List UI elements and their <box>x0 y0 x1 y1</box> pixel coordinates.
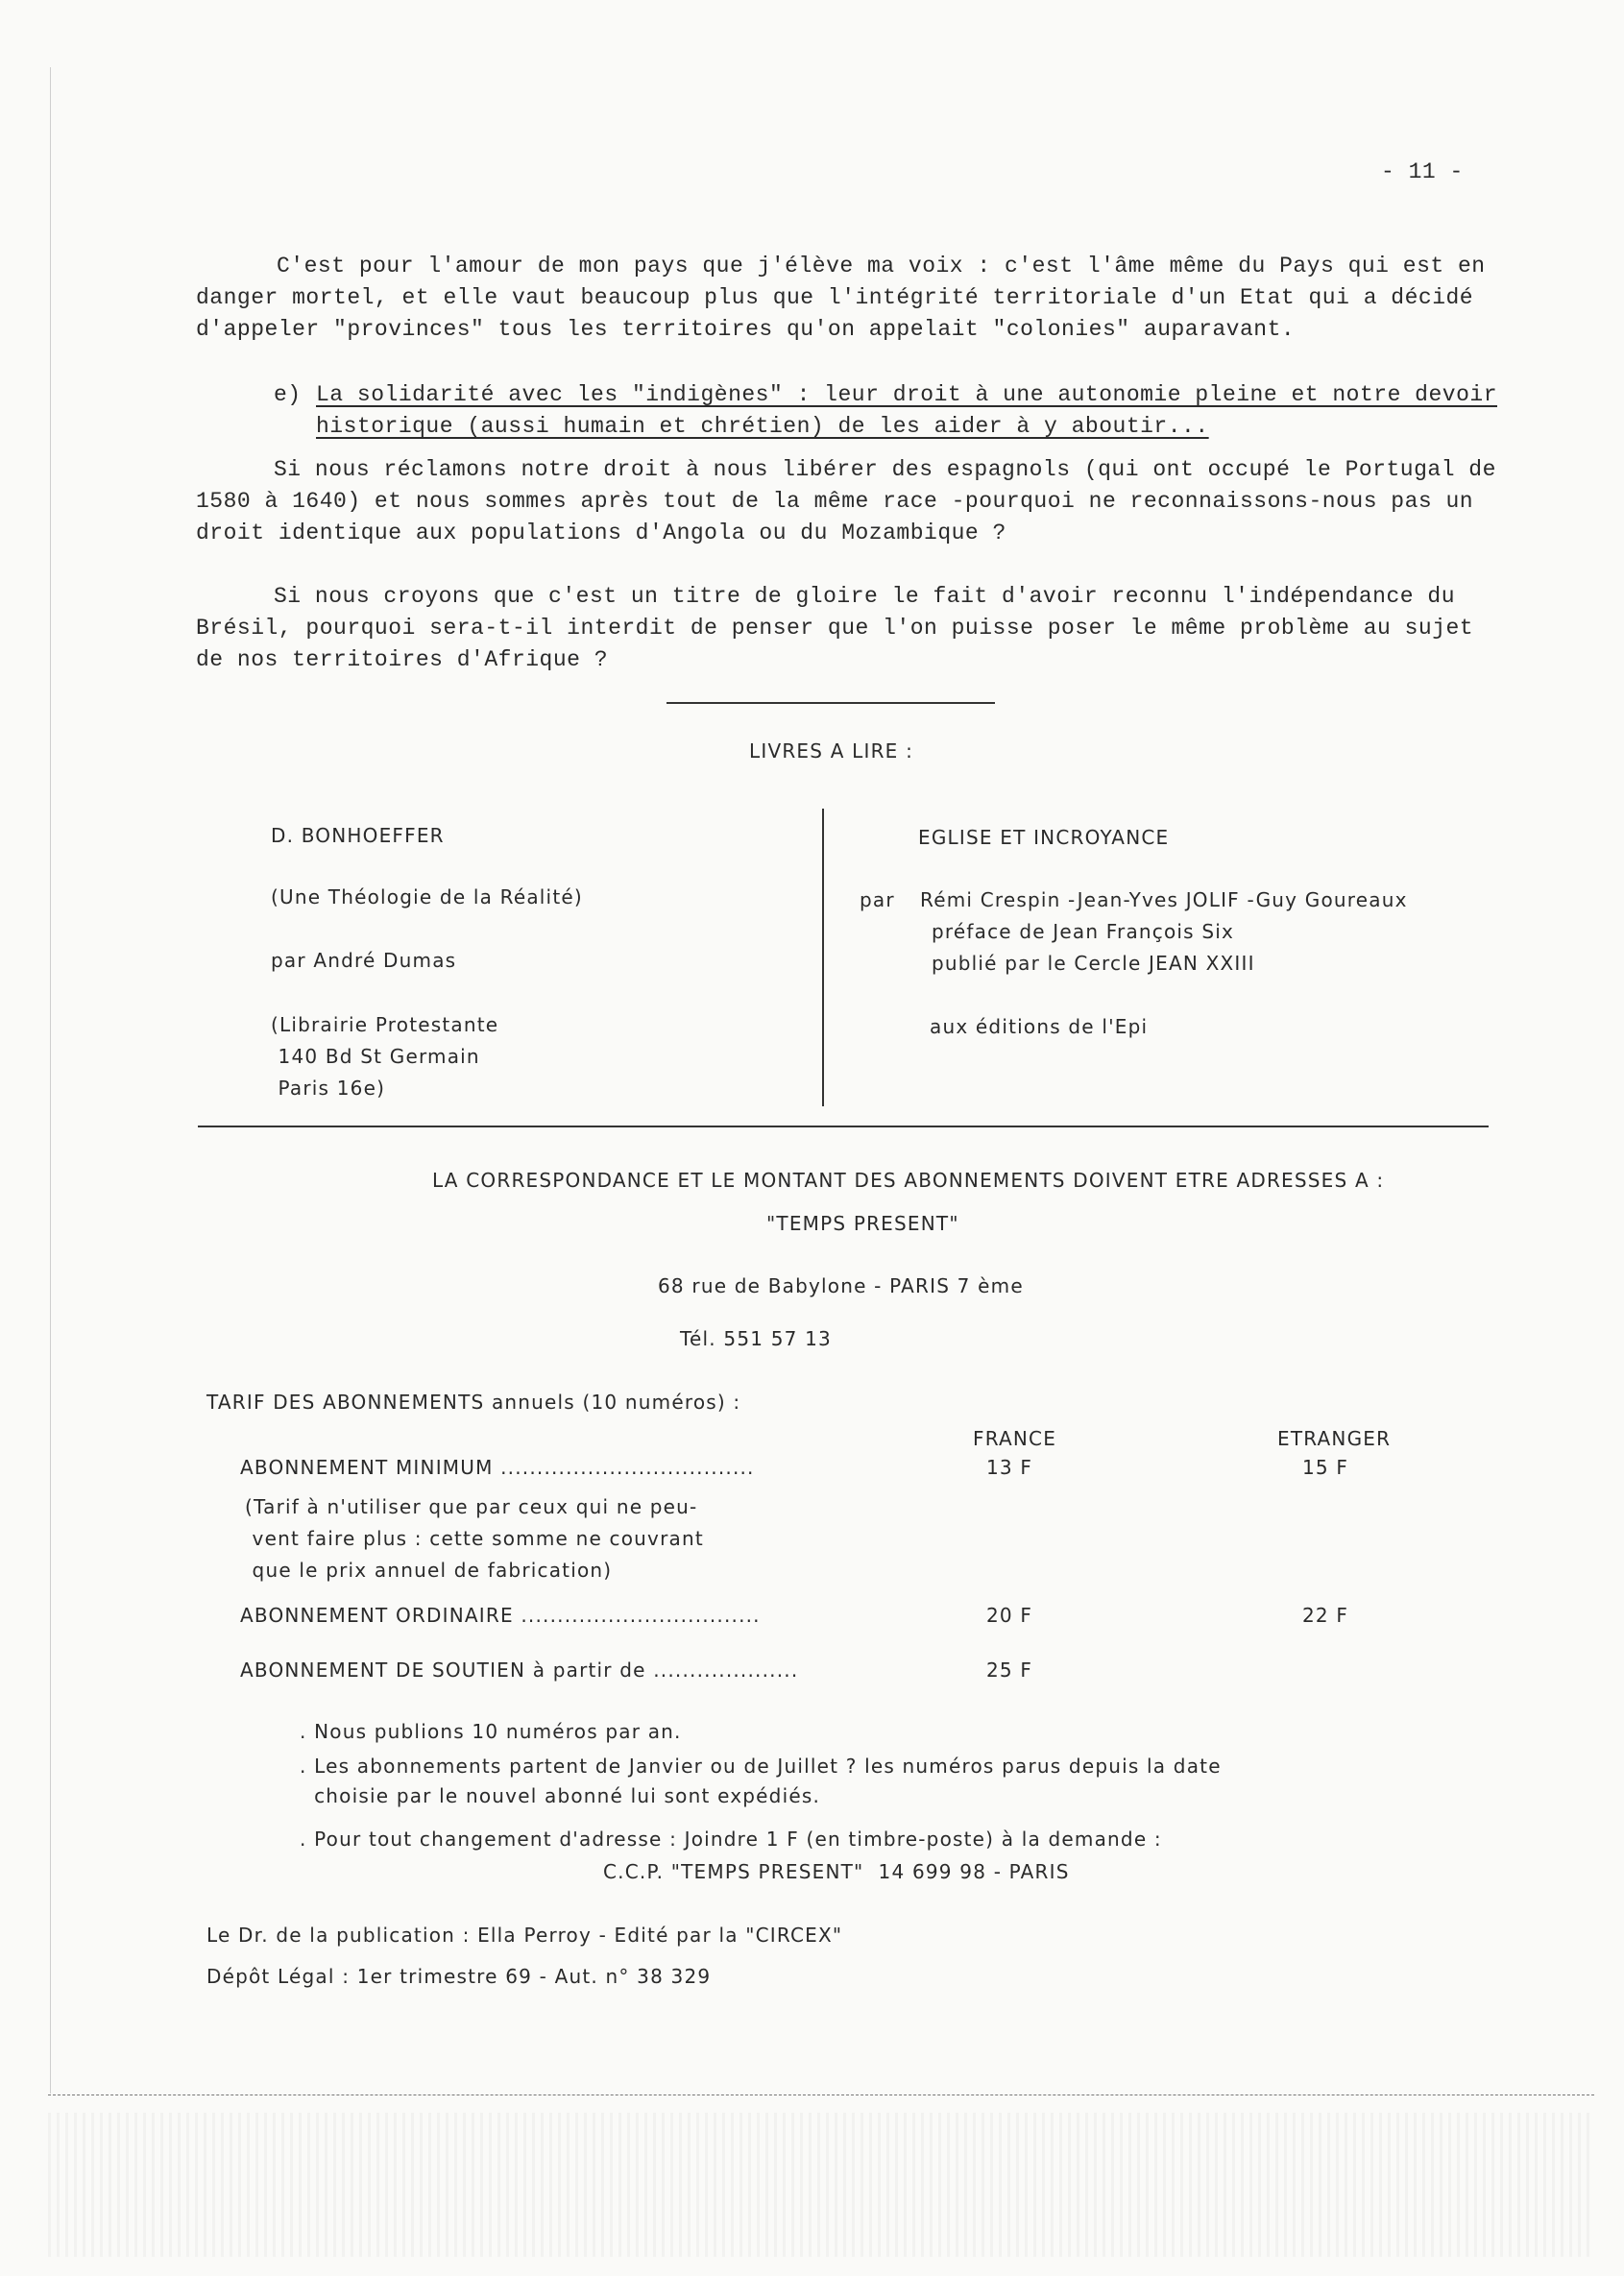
books-column-divider <box>822 809 824 1106</box>
tarif-heading: TARIF DES ABONNEMENTS annuels (10 numéros) : <box>206 1391 741 1414</box>
book-left-by: par André Dumas <box>271 949 457 972</box>
page-margin-line <box>50 67 51 2094</box>
column-etranger: ETRANGER <box>1277 1427 1392 1450</box>
paragraph-1-line-3: d'appeler "provinces" tous les territoires qu'on appelait "colonies" auparavant. <box>196 317 1296 342</box>
tarif-note-line-1: (Tarif à n'utiliser que par ceux qui ne peu- <box>245 1495 698 1518</box>
paragraph-1-line-1: C'est pour l'amour de mon pays que j'élève ma voix : c'est l'âme même du Pays qui est en <box>277 254 1486 278</box>
paragraph-2-line-1: Si nous réclamons notre droit à nous libérer des espagnols (qui ont occupé le Portugal de <box>274 457 1496 482</box>
tarif-row-soutien-france: 25 F <box>986 1659 1033 1682</box>
column-france: FRANCE <box>973 1427 1057 1450</box>
tarif-row-minimum-label: ABONNEMENT MINIMUM ................................... <box>240 1456 755 1479</box>
tarif-row-minimum-france: 13 F <box>986 1456 1033 1479</box>
book-right-preface: préface de Jean François Six <box>932 920 1235 943</box>
scan-noise <box>48 2113 1594 2257</box>
bullet-2-line-2: choisie par le nouvel abonné lui sont expédiés. <box>300 1784 821 1807</box>
page-number: - 11 - <box>1381 159 1464 184</box>
tarif-row-ordinaire-label: ABONNEMENT ORDINAIRE ................................. <box>240 1604 761 1627</box>
book-left-publisher-2: 140 Bd St Germain <box>271 1045 480 1068</box>
bullet-1: . Nous publions 10 numéros par an. <box>300 1720 682 1743</box>
tarif-row-ordinaire-france: 20 F <box>986 1604 1033 1627</box>
paragraph-3-line-2: Brésil, pourquoi sera-t-il interdit de penser que l'on puisse poser le même problème au sujet <box>196 616 1474 641</box>
paragraph-3-line-3: de nos territoires d'Afrique ? <box>196 647 609 672</box>
paragraph-2-line-2: 1580 à 1640) et nous sommes après tout de la même race -pourquoi ne reconnaissons-nous pas un <box>196 489 1474 514</box>
section-marker: e) <box>274 382 302 407</box>
address-name: "TEMPS PRESENT" <box>766 1212 959 1235</box>
section-heading-line-2: historique (aussi humain et chrétien) de les aider à y aboutir... <box>316 414 1209 439</box>
book-right-authors: Rémi Crespin -Jean-Yves JOLIF -Guy Goureaux <box>920 888 1408 911</box>
scan-edge-line <box>48 2094 1594 2095</box>
section-heading-line-1: La solidarité avec les "indigènes" : leur droit à une autonomie pleine et notre devoir <box>316 382 1497 407</box>
ccp-line: C.C.P. "TEMPS PRESENT" 14 699 98 - PARIS <box>603 1860 1070 1883</box>
tarif-row-ordinaire-etranger: 22 F <box>1302 1604 1349 1627</box>
paragraph-1-line-2: danger mortel, et elle vaut beaucoup plus que l'intégrité territoriale d'un Etat qui a décidé <box>196 285 1474 310</box>
bullet-3: . Pour tout changement d'adresse : Joindre 1 F (en timbre-poste) à la demande : <box>300 1828 1162 1851</box>
tarif-note-line-2: vent faire plus : cette somme ne couvrant <box>245 1527 704 1550</box>
book-right-editions: aux éditions de l'Epi <box>930 1015 1149 1038</box>
book-right-par: par <box>860 888 895 911</box>
bullet-2-line-1: . Les abonnements partent de Janvier ou de Juillet ? les numéros parus depuis la date <box>300 1755 1222 1778</box>
book-left-author: D. BONHOEFFER <box>271 824 445 847</box>
books-bottom-rule <box>198 1126 1489 1127</box>
address-instruction: LA CORRESPONDANCE ET LE MONTANT DES ABONNEMENTS DOIVENT ETRE ADRESSES A : <box>432 1169 1385 1192</box>
address-street: 68 rue de Babylone - PARIS 7 ème <box>658 1274 1024 1297</box>
tarif-row-minimum-etranger: 15 F <box>1302 1456 1349 1479</box>
books-heading: LIVRES A LIRE : <box>749 739 914 763</box>
book-right-published: publié par le Cercle JEAN XXIII <box>932 952 1255 975</box>
section-divider <box>667 702 995 704</box>
tarif-row-soutien-label: ABONNEMENT DE SOUTIEN à partir de .................... <box>240 1659 799 1682</box>
paragraph-2-line-3: droit identique aux populations d'Angola ou du Mozambique ? <box>196 521 1006 545</box>
tarif-note-line-3: que le prix annuel de fabrication) <box>245 1559 613 1582</box>
footer-publication: Le Dr. de la publication : Ella Perroy - Edité par la "CIRCEX" <box>206 1924 843 1947</box>
footer-depot-legal: Dépôt Légal : 1er trimestre 69 - Aut. n° 38 329 <box>206 1965 712 1988</box>
address-phone: Tél. 551 57 13 <box>680 1327 832 1350</box>
book-left-publisher-3: Paris 16e) <box>271 1077 386 1100</box>
book-right-title: EGLISE ET INCROYANCE <box>918 826 1170 849</box>
book-left-publisher-1: (Librairie Protestante <box>271 1013 499 1036</box>
book-left-title: (Une Théologie de la Réalité) <box>271 885 583 908</box>
paragraph-3-line-1: Si nous croyons que c'est un titre de gloire le fait d'avoir reconnu l'indépendance du <box>274 584 1455 609</box>
